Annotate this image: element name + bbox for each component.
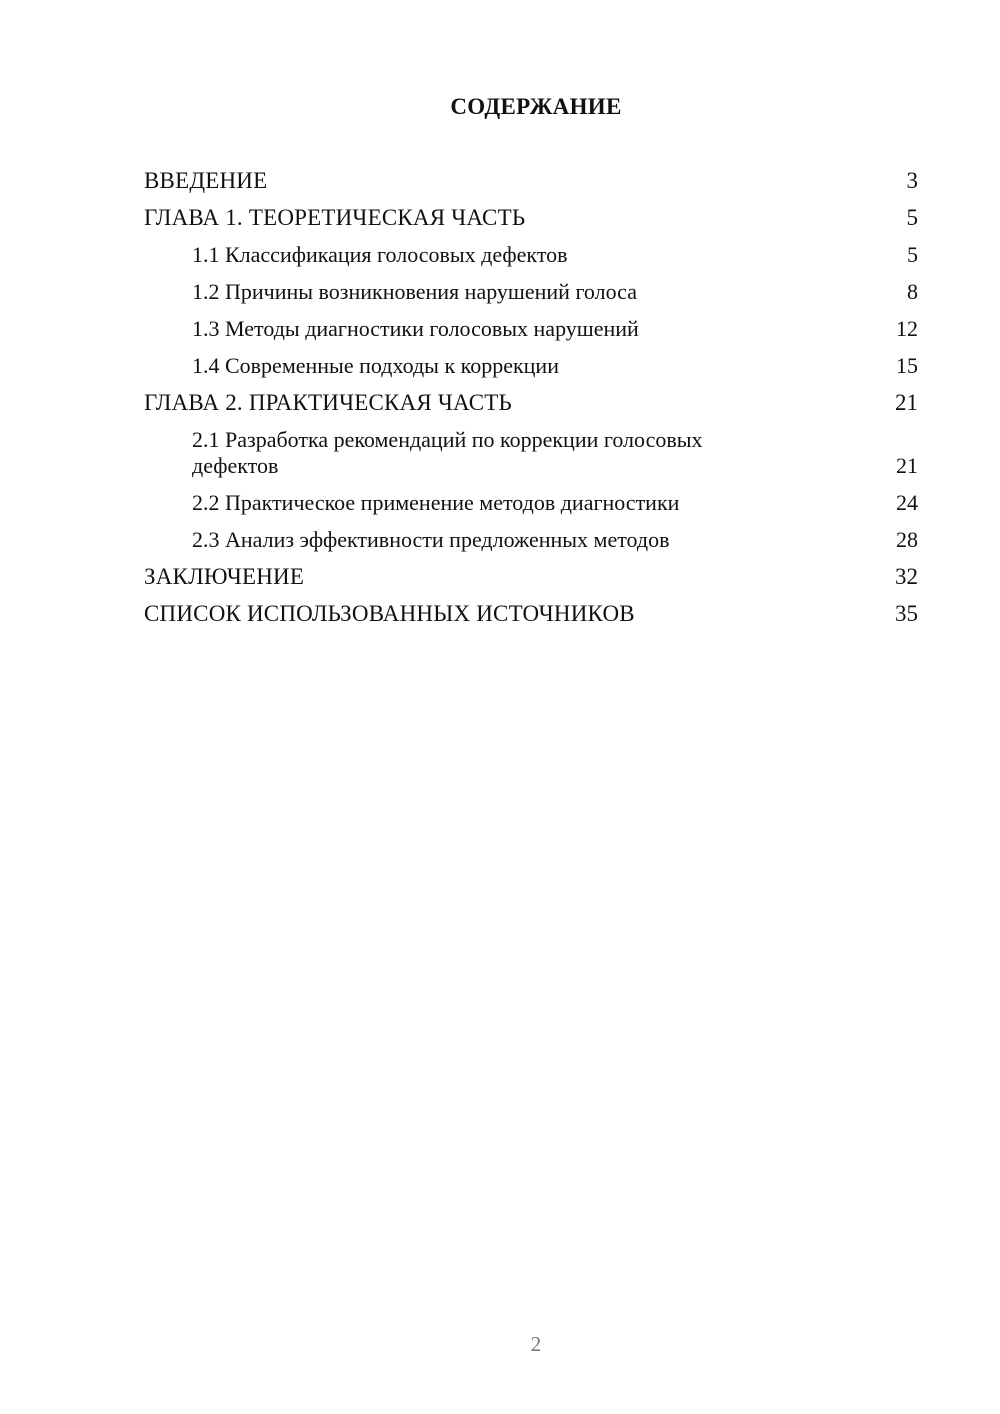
toc-entry bbox=[144, 353, 918, 379]
toc-entry bbox=[144, 427, 918, 479]
page-number: 2 bbox=[530, 1332, 542, 1356]
toc-entry bbox=[144, 168, 918, 194]
toc-entry-label: СПИСОК ИСПОЛЬЗОВАННЫХ ИСТОЧНИКОВ bbox=[144, 601, 635, 626]
toc-entry bbox=[144, 205, 918, 231]
toc-entry-label: 2.1 Разработка рекомендаций по коррекции голосовых дефектов bbox=[192, 427, 703, 478]
toc-entry-label: 2.3 Анализ эффективности предложенных методов bbox=[192, 527, 670, 552]
toc-entry-page: 24 bbox=[896, 490, 918, 515]
toc-entry-page: 5 bbox=[906, 205, 918, 230]
toc-entry-label: ВВЕДЕНИЕ bbox=[144, 168, 268, 193]
toc-entry bbox=[144, 564, 918, 590]
toc-entry-page: 21 bbox=[895, 390, 918, 415]
toc-entry-page: 3 bbox=[906, 168, 918, 193]
toc-entry-page: 28 bbox=[896, 527, 918, 552]
toc-entry bbox=[144, 242, 918, 268]
table-of-contents bbox=[144, 168, 918, 638]
toc-entry bbox=[144, 490, 918, 516]
toc-entry bbox=[144, 279, 918, 305]
toc-entry-label: 2.2 Практическое применение методов диагностики bbox=[192, 490, 680, 515]
toc-entry bbox=[144, 390, 918, 416]
toc-title: СОДЕРЖАНИЕ bbox=[450, 94, 622, 119]
toc-entry bbox=[144, 527, 918, 553]
toc-entry-page: 21 bbox=[896, 453, 918, 478]
toc-entry-label: 1.3 Методы диагностики голосовых нарушений bbox=[192, 316, 639, 341]
toc-entry-page: 8 bbox=[907, 279, 918, 304]
toc-entry bbox=[144, 316, 918, 342]
toc-entry bbox=[144, 601, 918, 627]
toc-entry-label: ЗАКЛЮЧЕНИЕ bbox=[144, 564, 305, 589]
toc-entry-page: 32 bbox=[895, 564, 918, 589]
toc-entry-page: 15 bbox=[896, 353, 918, 378]
toc-entry-label: 1.2 Причины возникновения нарушений голоса bbox=[192, 279, 637, 304]
toc-entry-label: 1.4 Современные подходы к коррекции bbox=[192, 353, 559, 378]
toc-entry-label: ГЛАВА 1. ТЕОРЕТИЧЕСКАЯ ЧАСТЬ bbox=[144, 205, 526, 230]
toc-entry-page: 5 bbox=[907, 242, 918, 267]
toc-entry-label: ГЛАВА 2. ПРАКТИЧЕСКАЯ ЧАСТЬ bbox=[144, 390, 512, 415]
toc-entry-page: 35 bbox=[895, 601, 918, 626]
toc-entry-label: 1.1 Классификация голосовых дефектов bbox=[192, 242, 568, 267]
toc-entry-page: 12 bbox=[896, 316, 918, 341]
